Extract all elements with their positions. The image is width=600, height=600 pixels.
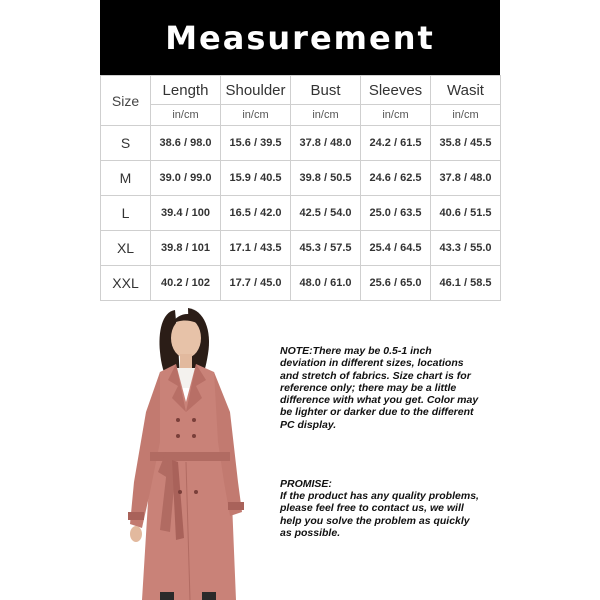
column-header-length: Length — [151, 76, 221, 105]
column-header-waist: Wasit — [431, 76, 501, 105]
table-cell: 39.4 / 100 — [151, 196, 221, 231]
size-label: L — [101, 196, 151, 231]
table-cell: 39.8 / 50.5 — [291, 161, 361, 196]
unit-label: in/cm — [221, 105, 291, 126]
table-cell: 37.8 / 48.0 — [291, 126, 361, 161]
promise-title: PROMISE: — [280, 478, 332, 490]
size-label: S — [101, 126, 151, 161]
unit-label: in/cm — [361, 105, 431, 126]
table-cell: 37.8 / 48.0 — [431, 161, 501, 196]
table-cell: 24.2 / 61.5 — [361, 126, 431, 161]
table-cell: 25.4 / 64.5 — [361, 231, 431, 266]
table-cell: 15.9 / 40.5 — [221, 161, 291, 196]
size-column-header: Size — [101, 76, 151, 126]
table-row — [101, 126, 501, 161]
table-row — [101, 161, 501, 196]
table-cell: 17.7 / 45.0 — [221, 266, 291, 301]
header-row — [101, 76, 501, 105]
table-cell: 48.0 / 61.0 — [291, 266, 361, 301]
unit-label: in/cm — [431, 105, 501, 126]
measurement-note: NOTE:There may be 0.5-1 inch deviation in different sizes, locations and stretch of fabrics. Size chart is for reference only; there may be a little difference with what you get. Color may be lighter or darker due to the different PC display. — [280, 345, 479, 431]
table-cell: 25.0 / 63.5 — [361, 196, 431, 231]
size-label: XXL — [101, 266, 151, 301]
table-cell: 39.0 / 99.0 — [151, 161, 221, 196]
column-header-bust: Bust — [291, 76, 361, 105]
table-cell: 15.6 / 39.5 — [221, 126, 291, 161]
table-cell: 43.3 / 55.0 — [431, 231, 501, 266]
table-cell: 46.1 / 58.5 — [431, 266, 501, 301]
table-cell: 39.8 / 101 — [151, 231, 221, 266]
table-cell: 42.5 / 54.0 — [291, 196, 361, 231]
table-cell: 24.6 / 62.5 — [361, 161, 431, 196]
promise-text: If the product has any quality problems, please feel free to contact us, we will help you solve the problem as quickly as possible. — [280, 490, 479, 539]
measurement-banner — [100, 0, 500, 75]
table-row — [101, 231, 501, 266]
table-row — [101, 266, 501, 301]
unit-row — [101, 105, 501, 126]
model-in-trench-coat-image — [120, 302, 260, 600]
table-cell: 38.6 / 98.0 — [151, 126, 221, 161]
table-cell: 35.8 / 45.5 — [431, 126, 501, 161]
table-cell: 45.3 / 57.5 — [291, 231, 361, 266]
table-row — [101, 196, 501, 231]
unit-label: in/cm — [291, 105, 361, 126]
size-chart-table — [100, 75, 501, 301]
banner-title: Measurement — [165, 18, 435, 57]
table-cell: 16.5 / 42.0 — [221, 196, 291, 231]
table-cell: 25.6 / 65.0 — [361, 266, 431, 301]
size-label: XL — [101, 231, 151, 266]
column-header-shoulder: Shoulder — [221, 76, 291, 105]
table-cell: 40.2 / 102 — [151, 266, 221, 301]
column-header-sleeves: Sleeves — [361, 76, 431, 105]
table-cell: 40.6 / 51.5 — [431, 196, 501, 231]
size-label: M — [101, 161, 151, 196]
table-cell: 17.1 / 43.5 — [221, 231, 291, 266]
unit-label: in/cm — [151, 105, 221, 126]
